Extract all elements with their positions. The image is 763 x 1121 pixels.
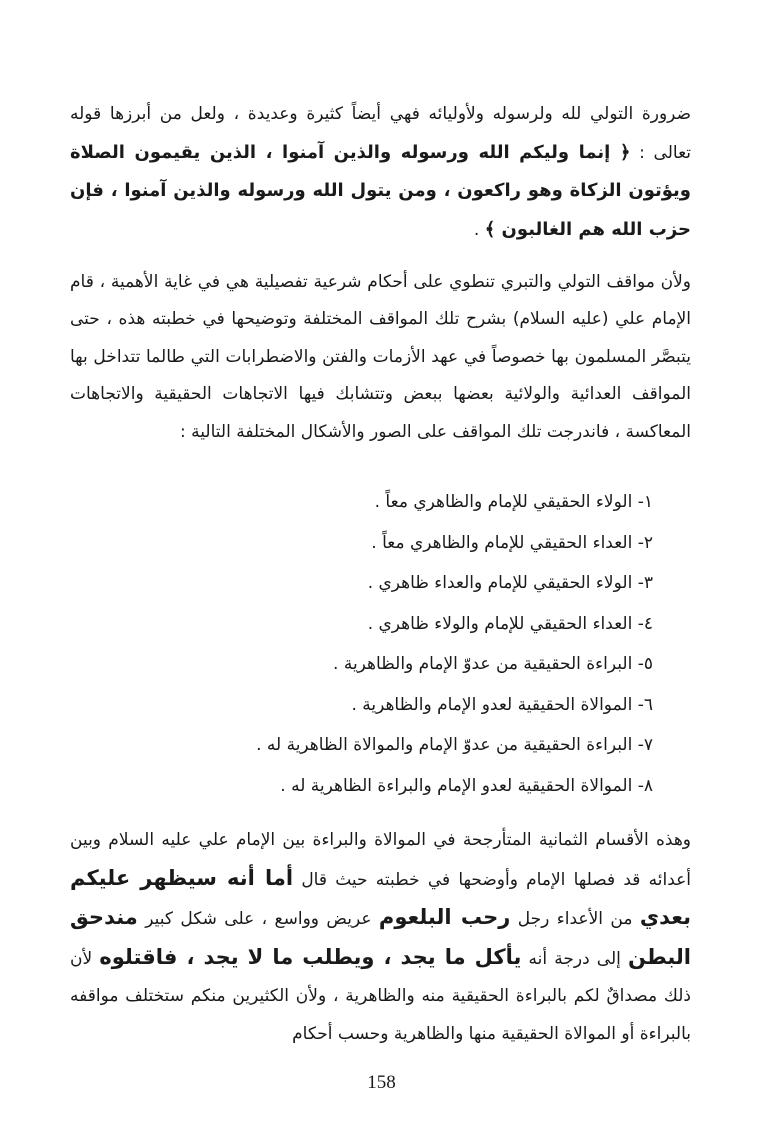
paragraph-2-text: ولأن مواقف التولي والتبري تنطوي على أحكام شرعية تفصيلية هي في غاية الأهمية ، قام الإمام علي (عليه السلام) بشرح تلك المواقف المختلفة وتوضيحها في خطبته هذه ، حتى يتبصَّر المسلمون بها خصوصاً في عهد الأزمات والفتن والاضطرابات التي طالما تتداخل بها المواقف العدائية والولائية بعضها ببعض وتتشابك فيها الاتجاهات الحقيقية والاتجاهات المعاكسة ، فاندرجت تلك المواقف على الصور والأشكال المختلفة التالية : <box>70 272 691 442</box>
imam-quote-4: يأكل ما يجد ، ويطلب ما لا يجد ، فاقتلوه <box>99 944 522 969</box>
paragraph-3 <box>70 822 691 1053</box>
paragraph-3-part-5: لأن ذلك مصداقٌ لكم بالبراءة الحقيقية منه والظاهرية ، ولأن الكثيرين منكم ستختلف مواقفه بالبراءة أو الموالاة الحقيقية منها والظاهرية وحسب أحكام <box>70 948 691 1044</box>
positions-list <box>70 482 691 806</box>
imam-quote-2: رحب البلعوم <box>378 905 511 929</box>
list-item: ٨- الموالاة الحقيقية لعدو الإمام والبراءة الظاهرية له . <box>280 775 653 796</box>
list-item: ٧- البراءة الحقيقية من عدوّ الإمام والموالاة الظاهرية له . <box>256 735 653 755</box>
page-number: 158 <box>367 1072 396 1093</box>
list-item: ٦- الموالاة الحقيقية لعدو الإمام والظاهرية . <box>351 694 653 715</box>
list-item: ١- الولاء الحقيقي للإمام والظاهري معاً . <box>374 492 653 512</box>
imam-quote-3: مندحق البطن <box>70 905 691 969</box>
list-item: ٢- العداء الحقيقي للإمام والظاهري معاً . <box>371 532 653 553</box>
paragraph-1-end: . <box>473 219 480 240</box>
list-item: ٣- الولاء الحقيقي للإمام والعداء ظاهري . <box>367 573 653 593</box>
paragraph-1 <box>70 96 691 249</box>
list-item: ٤- العداء الحقيقي للإمام والولاء ظاهري . <box>367 613 653 634</box>
quran-verse: ﴿ إنما وليكم الله ورسوله والذين آمنوا ، الذين يقيمون الصلاة ويؤتون الزكاة وهو راكعون ، ومن يتول الله ورسوله والذين آمنوا ، فإن حزب الله هم الغالبون ﴾ <box>70 141 691 240</box>
paragraph-1-intro: ضرورة التولي لله ولرسوله ولأوليائه فهي أيضاً كثيرة وعديدة ، ولعل من أبرزها قوله تعالى : <box>70 104 692 163</box>
paragraph-3-part-3: عريض وواسع ، على شكل كبير <box>145 909 372 929</box>
paragraph-3-part-4: إلى درجة أنه <box>528 948 621 969</box>
paragraph-2 <box>70 264 691 451</box>
list-item: ٥- البراءة الحقيقية من عدوّ الإمام والظاهرية . <box>333 654 653 674</box>
paragraph-3-part-1: وهذه الأقسام الثمانية المتأرجحة في الموالاة والبراءة بين الإمام علي عليه السلام وبين أعدائه قد فصلها الإمام وأوضحها في خطبته حيث قال <box>70 830 691 890</box>
paragraph-3-part-2: من الأعداء رجل <box>517 909 633 929</box>
imam-quote-1: أما أنه سيظهر عليكم بعدي <box>70 865 691 929</box>
